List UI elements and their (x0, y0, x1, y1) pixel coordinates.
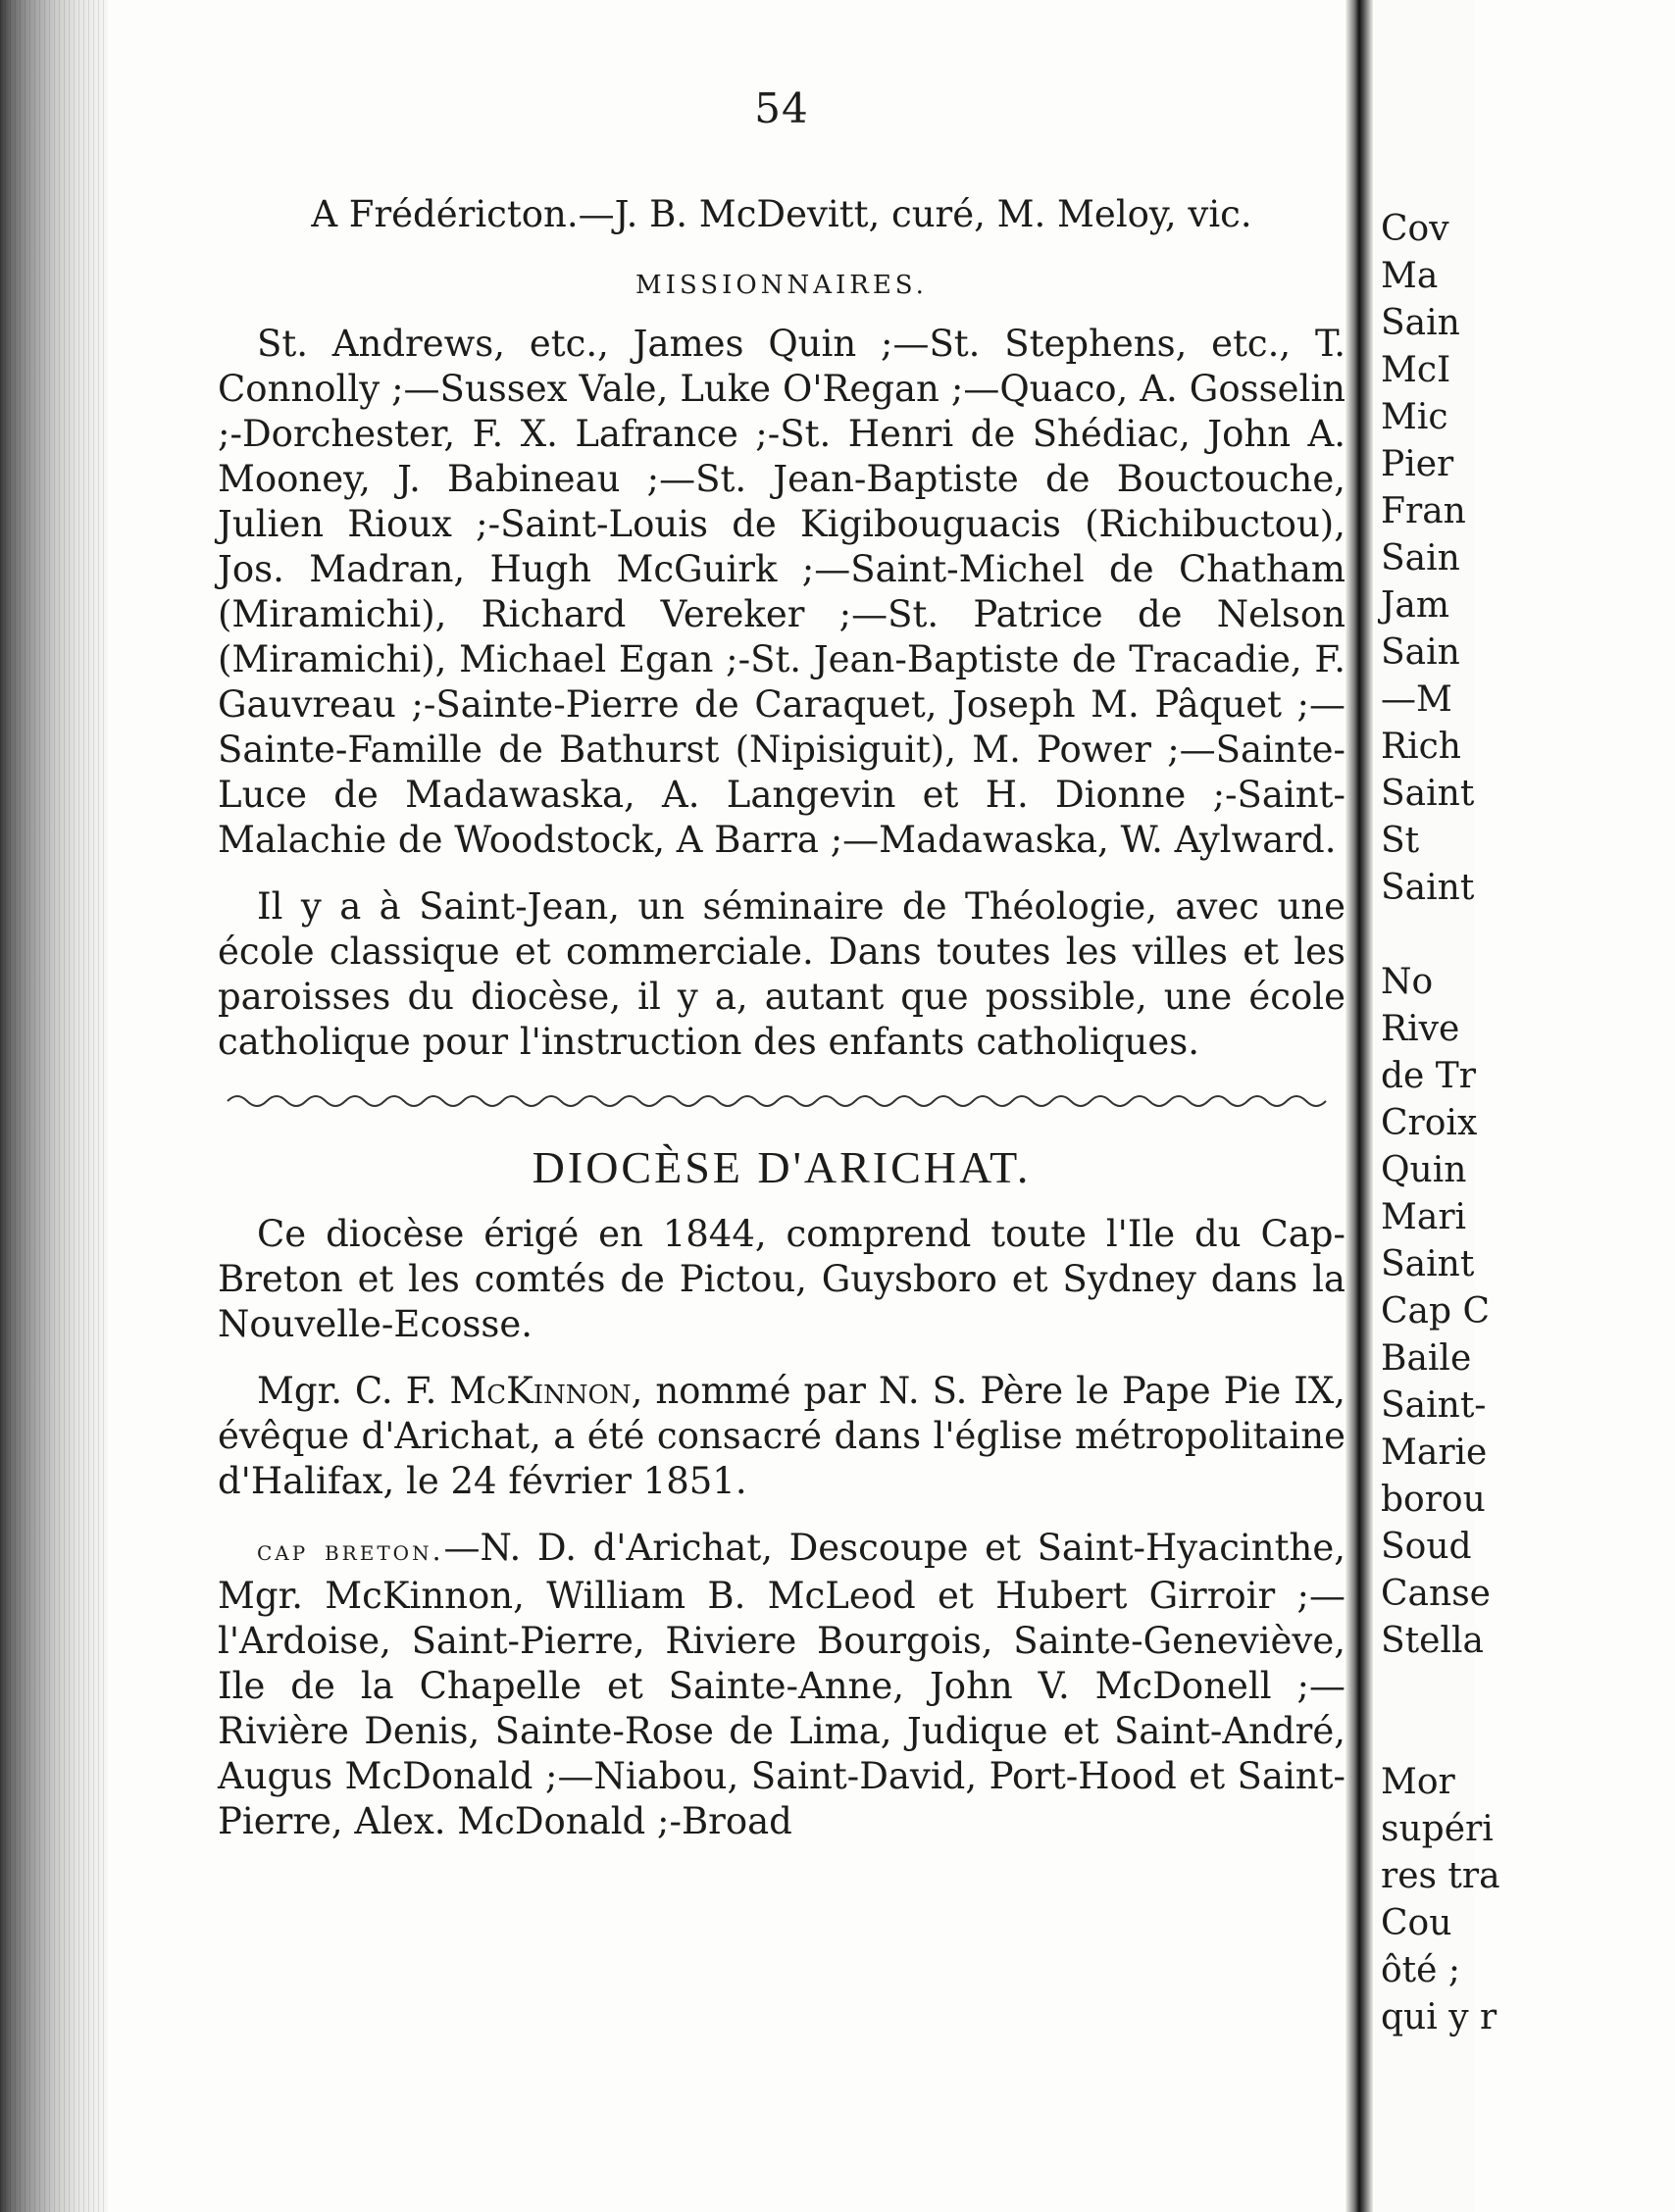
adjacent-page-line: qui y r (1381, 1997, 1497, 2037)
missionaries-paragraph: St. Andrews, etc., James Quin ;—St. Stephens, etc., T. Connolly ;—Sussex Vale, Luke O'Regan ;—Quaco, A. Gosselin ;-Dorchester, F. X. Lafrance ;-St. Henri de Shédiac, John A. Mooney, J. Babineau ;—St. Jean-Baptiste de Bouctouche, Julien Rioux ;-Saint-Louis de Kigibouguacis (Richibuctou), Jos. Madran, Hugh McGuirk ;—Saint-Michel de Chatham (Miramichi), Richard Vereker ;—St. Patrice de Nelson (Miramichi), Michael Egan ;-St. Jean-Baptiste de Tracadie, F. Gauvreau ;-Sainte-Pierre de Caraquet, Joseph M. Pâquet ;—Sainte-Famille de Bathurst (Nipisiguit), M. Power ;—Sainte-Luce de Madawaska, A. Langevin et H. Dionne ;-Saint-Malachie de Woodstock, A Barra ;—Madawaska, W. Aylward. (218, 323, 1345, 861)
adjacent-page-line: McI (1381, 350, 1451, 390)
adjacent-page-line (1381, 912, 1675, 959)
bishop-prefix: Mgr. C. F. (257, 1370, 450, 1412)
adjacent-page-line: —M (1381, 679, 1452, 720)
cape-breton-text: —N. D. d'Arichat, Descoupe et Saint-Hyacinthe, Mgr. McKinnon, William B. McLeod et Hubert Girroir ;—l'Ardoise, Saint-Pierre, Riviere Bourgois, Sainte-Geneviève, Ile de la Chapelle et Sainte-Anne, John V. McDonell ;—Rivière Denis, Sainte-Rose de Lima, Judique et Saint-André, Augus McDonald ;—Niabou, Saint-David, Port-Hood et Saint-Pierre, Alex. McDonald ;-Broad (218, 1527, 1345, 1842)
adjacent-page-line: Rich (1381, 727, 1461, 767)
adjacent-page-line: Soud (1381, 1527, 1472, 1567)
book-binding-edge (0, 0, 108, 2212)
missionaries-heading: MISSIONNAIRES. (635, 271, 928, 300)
adjacent-page-line: Mor (1381, 1762, 1455, 1802)
cape-breton-lead: cap breton. (257, 1534, 444, 1567)
adjacent-page-cutoff (1373, 0, 1500, 2212)
diocese-intro-paragraph: Ce diocèse érigé en 1844, comprend toute l'Ile du Cap-Breton et les comtés de Pictou, Guysboro et Sydney dans la Nouvelle-Ecosse. (218, 1213, 1345, 1345)
adjacent-page-line: Fran (1381, 491, 1466, 531)
adjacent-page-line (1381, 1712, 1675, 1759)
adjacent-page-line: No (1381, 962, 1434, 1002)
adjacent-page-line: Sain (1381, 303, 1460, 343)
adjacent-page-line: Mari (1381, 1197, 1467, 1237)
adjacent-page-line (1381, 1665, 1675, 1712)
adjacent-page-line: Saint- (1381, 1385, 1487, 1426)
adjacent-page-line: supéri (1381, 1809, 1494, 1849)
adjacent-page-line: Cap C (1381, 1291, 1491, 1332)
adjacent-page-line: St (1381, 821, 1420, 861)
seminary-paragraph: Il y a à Saint-Jean, un séminaire de Théologie, avec une école classique et commerciale. Dans toutes les villes et les paroisses du diocèse, il y a, autant que possible, une école catholique pour l'instruction des enfants catholiques. (218, 885, 1345, 1063)
book-page (218, 69, 1344, 2177)
adjacent-page-line: de Tr (1381, 1056, 1477, 1096)
page-number: 54 (754, 84, 809, 132)
page-text-column (218, 192, 1345, 1866)
cape-breton-paragraph (218, 1526, 1345, 1844)
adjacent-page-line: Sain (1381, 632, 1460, 673)
bishop-paragraph (218, 1369, 1345, 1504)
adjacent-page-line: Cou (1381, 1903, 1452, 1943)
adjacent-page-line: Ma (1381, 256, 1439, 296)
adjacent-page-line: Rive (1381, 1009, 1460, 1049)
bishop-details: , nommé par N. S. Père le Pape Pie IX, évêque d'Arichat, a été consacré dans l'église métropolitaine d'Halifax, le 24 février 1851. (218, 1370, 1345, 1502)
fredericton-line: A Frédéricton.—J. B. McDevitt, curé, M. Meloy, vic. (311, 193, 1252, 235)
adjacent-page-line: Marie (1381, 1433, 1488, 1473)
adjacent-page-line: Quin (1381, 1150, 1467, 1190)
adjacent-page-line: Saint (1381, 1244, 1475, 1284)
adjacent-page-line: Croix (1381, 1103, 1478, 1143)
bishop-name: McKinnon (449, 1370, 632, 1412)
adjacent-page-line: Pier (1381, 444, 1454, 484)
adjacent-page-line: Canse (1381, 1574, 1491, 1614)
diocese-title: DIOCÈSE D'ARICHAT. (532, 1142, 1032, 1192)
adjacent-page-line: borou (1381, 1480, 1486, 1520)
adjacent-page-line: Stella (1381, 1621, 1484, 1661)
adjacent-page-line: Sain (1381, 538, 1460, 578)
adjacent-page-line: Mic (1381, 397, 1448, 437)
adjacent-page-text (1381, 206, 1675, 2041)
page-gutter (1345, 0, 1373, 2212)
adjacent-page-line: Saint (1381, 774, 1475, 814)
adjacent-page-line: res tra (1381, 1856, 1500, 1896)
adjacent-page-line: Saint (1381, 868, 1475, 908)
adjacent-page-line: ôté ; (1381, 1950, 1461, 1990)
adjacent-page-line: Jam (1381, 585, 1450, 626)
adjacent-page-line: Cov (1381, 209, 1449, 249)
wavy-divider-ornament (228, 1086, 1336, 1116)
adjacent-page-line: Baile (1381, 1338, 1472, 1379)
